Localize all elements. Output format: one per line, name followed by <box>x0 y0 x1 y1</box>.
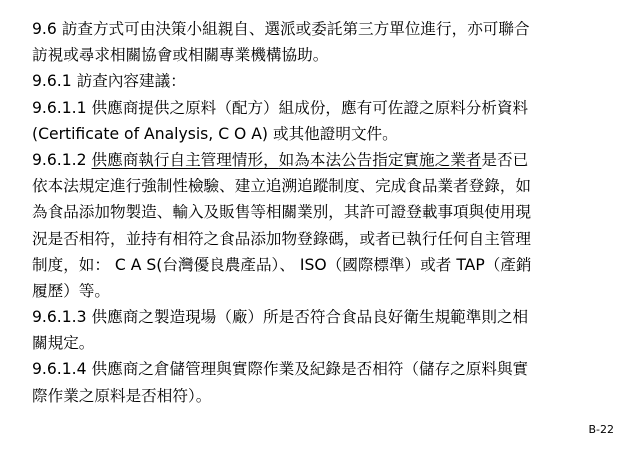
text-line: 9.6 訪查方式可由決策小組親自、選派或委託第三方單位進行，亦可聯合 <box>32 20 530 38</box>
underlined-phrase: 供應商執行自主管理情形 <box>91 150 264 169</box>
underlined-comma: ， <box>263 150 279 169</box>
section-heading: 9.6.1 訪查內容建議： <box>32 72 186 91</box>
underlined-phrase: 如為本法公告指定實施之業者 <box>278 150 482 169</box>
text-line: 際作業之原料是否相符）。 <box>32 386 212 405</box>
text-line: 為食品添加物製造、輸入及販售等相關業別，其許可證登載事項與使用現 <box>32 203 532 222</box>
clause-number: 9.6.1.2 <box>32 150 92 169</box>
clause-text: 是否已 <box>481 150 529 169</box>
text-line: 關規定。 <box>32 334 95 353</box>
text-line: 履歷）等。 <box>32 281 110 300</box>
text-line: 依本法規定進行強制性檢驗、建立追溯追蹤制度、完成食品業者登錄，如 <box>32 177 532 196</box>
text-line: 9.6.1.4 供應商之倉儲管理與實際作業及紀錄是否相符（儲存之原料與實 <box>32 360 529 379</box>
text-line <box>32 147 616 173</box>
text-line: 況是否相符，並持有相符之食品添加物登錄碼，或者已執行任何自主管理 <box>32 229 532 248</box>
text-line: 訪視或尋求相關協會或相關專業機構協助。 <box>32 46 329 65</box>
page-number: B-22 <box>588 423 614 436</box>
text-line: 9.6.1.1 供應商提供之原料（配方）組成份，應有可佐證之原料分析資料 <box>32 98 529 117</box>
text-line: 制度，如： C A S(台灣優良農產品）、 ISO（國際標準）或者 TAP（產銷 <box>32 255 532 274</box>
text-line: 9.6.1.3 供應商之製造現場（廠）所是否符合食品良好衛生規範準則之相 <box>32 308 529 327</box>
document-body <box>32 16 616 409</box>
text-line: (Certificate of Analysis, C O A) 或其他證明文件。 <box>32 124 398 143</box>
